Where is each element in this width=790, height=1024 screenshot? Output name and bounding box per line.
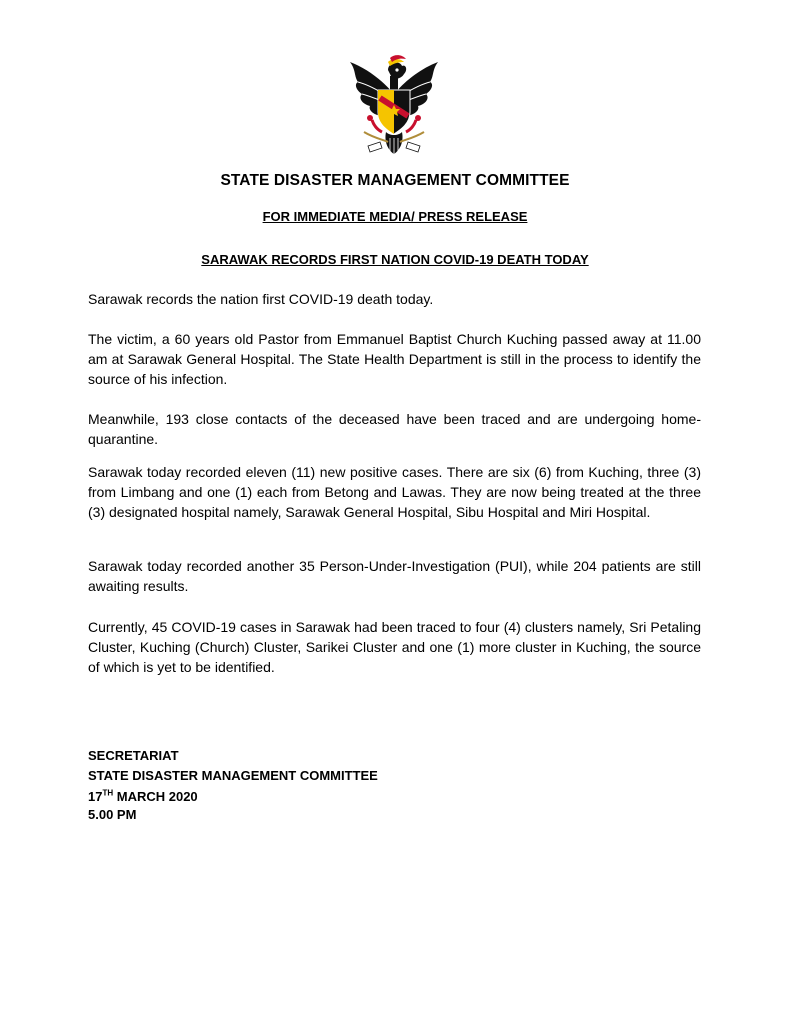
body-paragraph: Sarawak today recorded another 35 Person-Under-Investigation (PUI), while 204 patients are still awaiting results. bbox=[88, 558, 701, 594]
body-paragraph: Sarawak today recorded eleven (11) new positive cases. There are six (6) from Kuching, three (3) from Limbang and one (1) each from Betong and Lawas. They are now being treated at the three (3) designated hospital namely, Sarawak General Hospital, Sibu Hospital and Miri Hospital. bbox=[88, 464, 701, 520]
signature-date bbox=[88, 787, 198, 807]
signature-office: SECRETARIAT bbox=[88, 748, 179, 763]
release-type-label: FOR IMMEDIATE MEDIA/ PRESS RELEASE bbox=[262, 209, 528, 224]
organization-title: STATE DISASTER MANAGEMENT COMMITTEE bbox=[220, 172, 570, 189]
signature-committee: STATE DISASTER MANAGEMENT COMMITTEE bbox=[88, 768, 378, 783]
body-paragraph: Sarawak records the nation first COVID-19 death today. bbox=[88, 291, 434, 307]
sarawak-coat-of-arms-icon bbox=[344, 50, 444, 160]
body-paragraph: The victim, a 60 years old Pastor from Emmanuel Baptist Church Kuching passed away at 11.00 am at Sarawak General Hospital. The State Health Department is still in the process to identify the source of his infection. bbox=[88, 331, 701, 387]
date-day: 17 bbox=[88, 789, 103, 804]
body-paragraph: Currently, 45 COVID-19 cases in Sarawak had been traced to four (4) clusters namely, Sri Petaling Cluster, Kuching (Church) Cluster, Sarikei Cluster and one (1) more cluster in Kuching, the source of which is yet to be identified. bbox=[88, 619, 701, 675]
date-month-year: MARCH 2020 bbox=[113, 789, 198, 804]
headline: SARAWAK RECORDS FIRST NATION COVID-19 DEATH TODAY bbox=[201, 252, 589, 267]
signature-time: 5.00 PM bbox=[88, 807, 137, 822]
date-suffix: TH bbox=[102, 788, 114, 798]
body-paragraph: Meanwhile, 193 close contacts of the deceased have been traced and are undergoing home-quarantine. bbox=[88, 411, 701, 447]
